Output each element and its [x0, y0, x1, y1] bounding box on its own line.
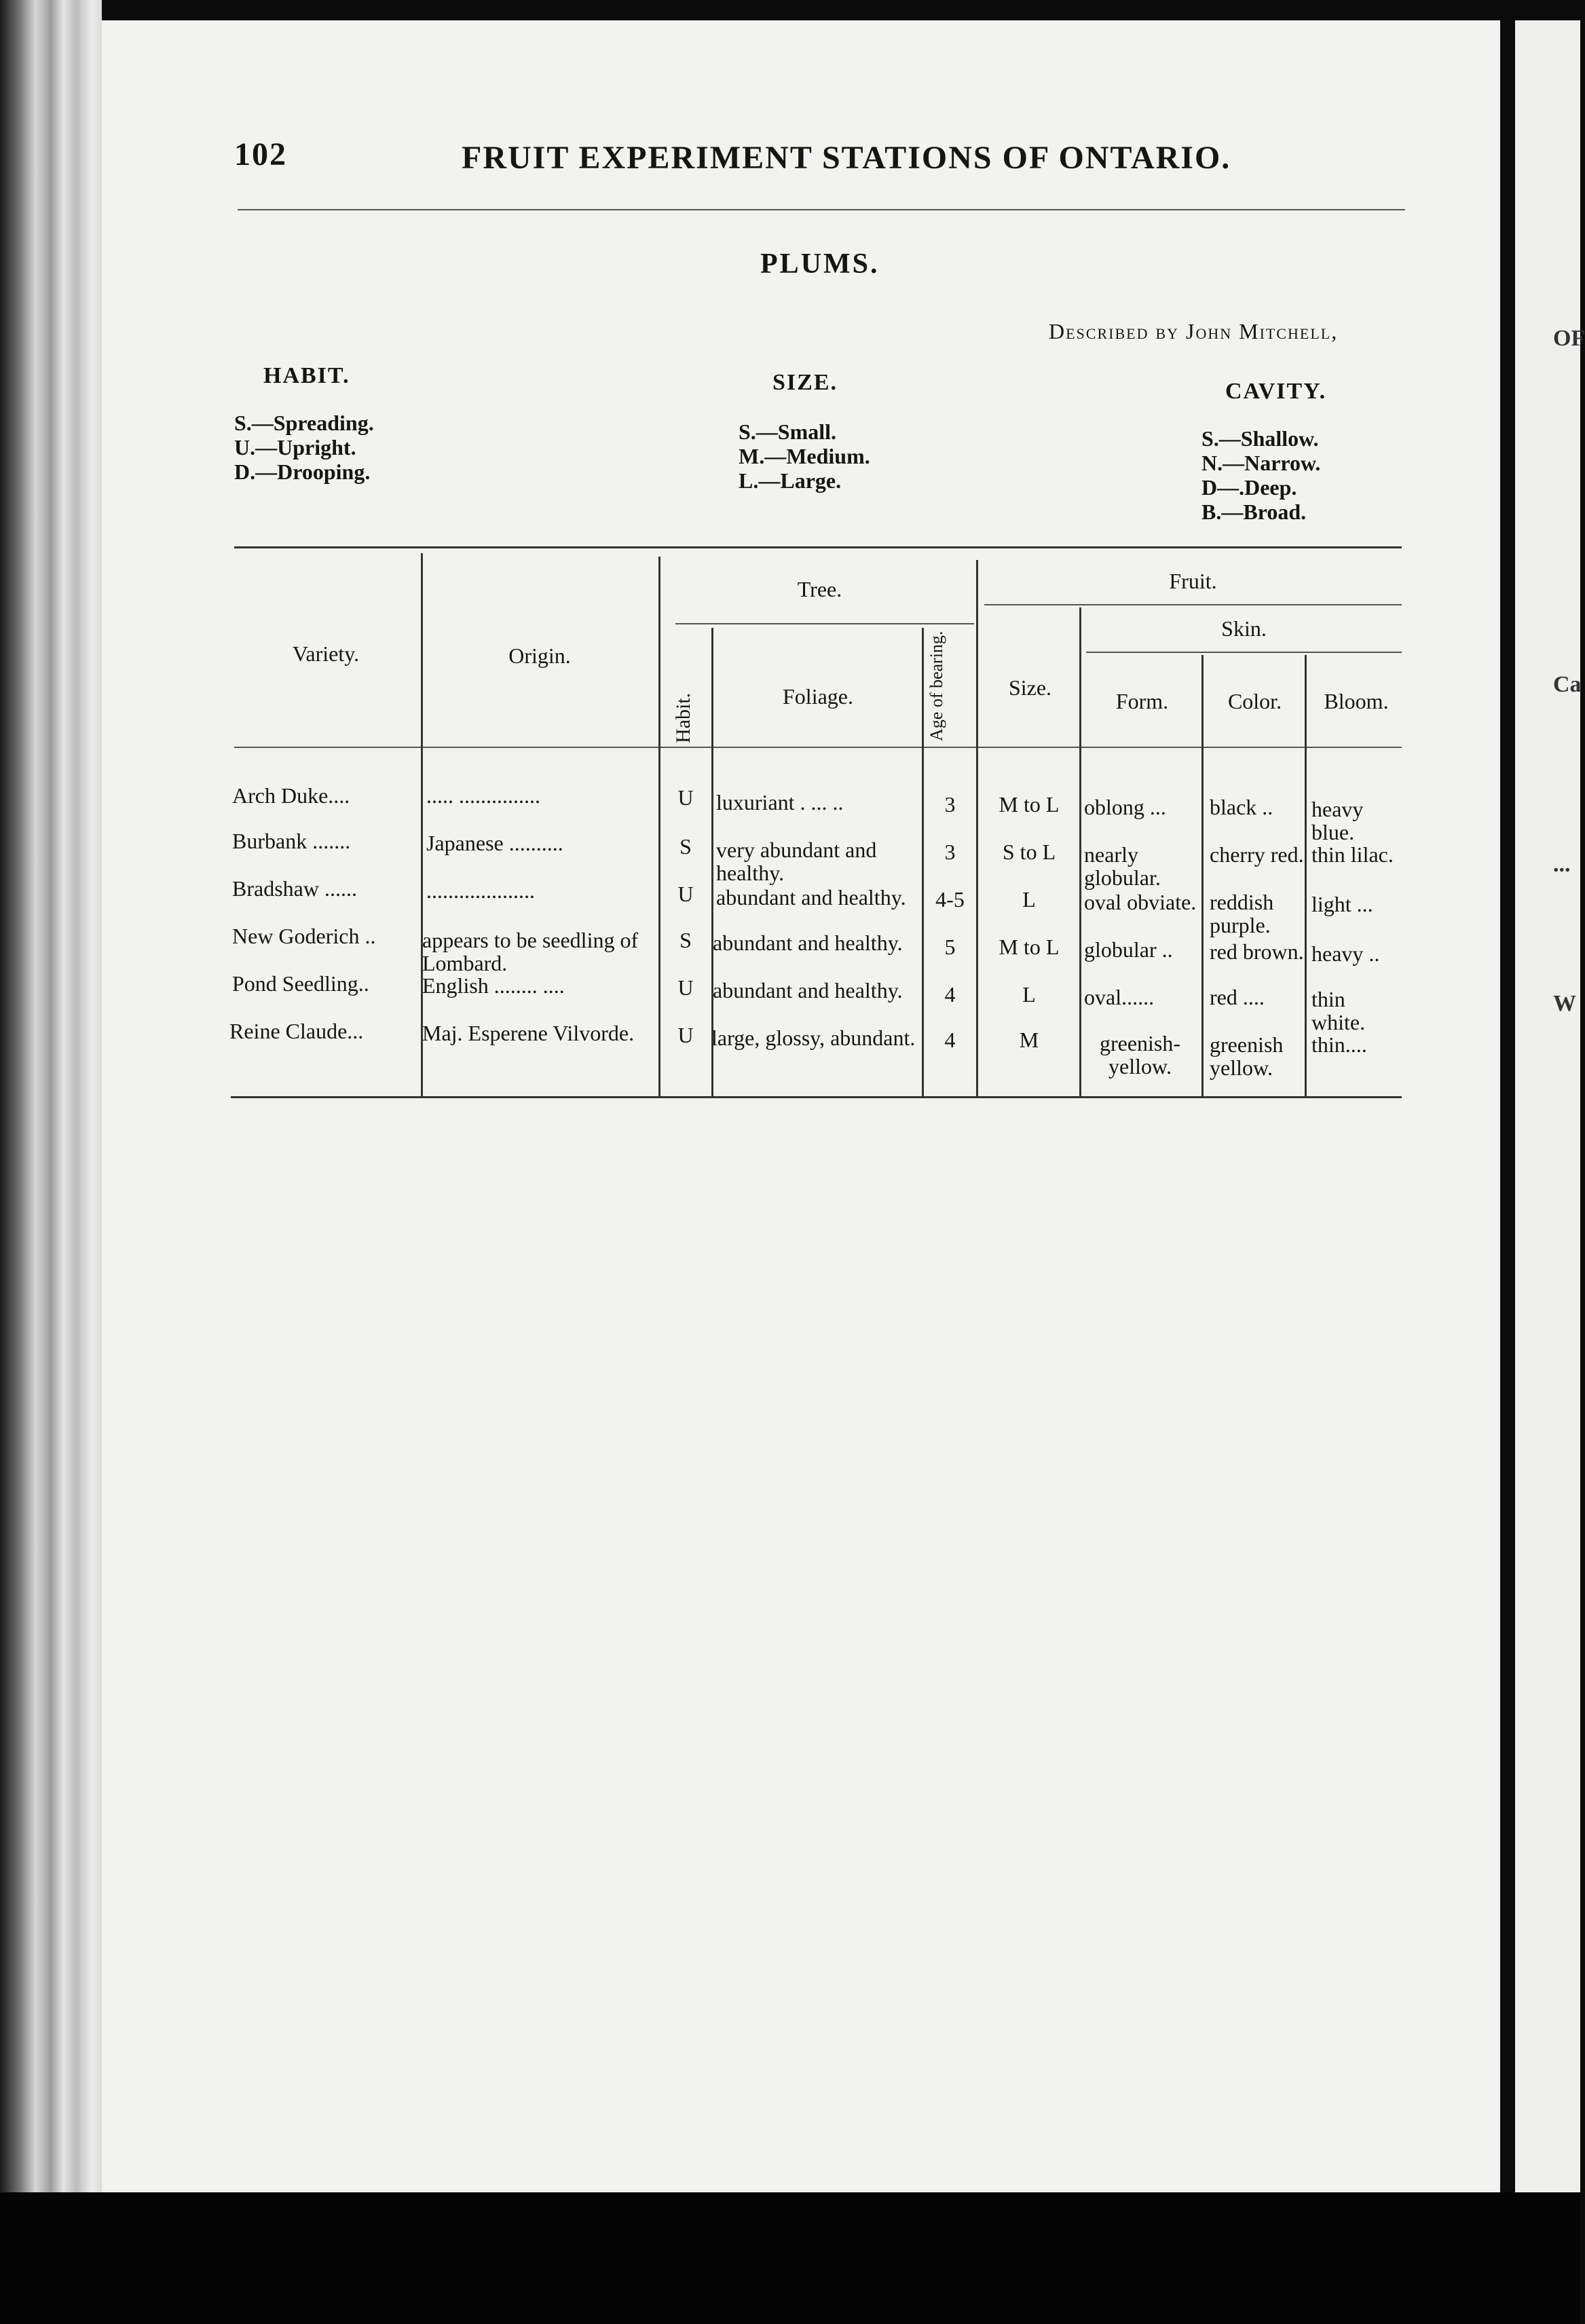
cell-form: nearly globular. — [1084, 842, 1161, 890]
cell-bloom: thin lilac. — [1311, 842, 1394, 867]
cavity-key-heading: CAVITY. — [1225, 379, 1327, 404]
next-page-edge — [1515, 20, 1585, 2226]
cell-bloom: light ... — [1311, 892, 1373, 916]
col-divider — [1201, 655, 1204, 1096]
header-age-of-bearing: Age of bearing. — [927, 631, 946, 741]
col-divider — [1079, 607, 1081, 1096]
header-fruit: Fruit. — [1169, 569, 1217, 593]
running-head: FRUIT EXPERIMENT STATIONS OF ONTARIO. — [462, 140, 1231, 176]
header-bottom-rule — [234, 747, 1402, 748]
byline: Described by John Mitchell, — [1049, 319, 1339, 343]
col-divider — [1305, 655, 1307, 1096]
cell-foliage: luxuriant . ... .. — [716, 790, 844, 814]
key-item: M.—Medium. — [739, 444, 870, 468]
header-origin: Origin. — [508, 643, 571, 668]
cell-foliage: very abundant and healthy. — [716, 838, 877, 885]
cell-size: L — [1022, 982, 1036, 1007]
header-form: Form. — [1115, 689, 1169, 713]
header-size: Size. — [1008, 675, 1052, 700]
header-bloom: Bloom. — [1324, 689, 1389, 713]
fruit-underline — [984, 604, 1402, 605]
cell-foliage: large, glossy, abundant. — [711, 1026, 916, 1050]
header-variety: Variety. — [292, 641, 360, 666]
key-item: D—.Deep. — [1201, 475, 1297, 500]
cell-habit: S — [679, 834, 692, 859]
size-key-heading: SIZE. — [772, 370, 838, 395]
cell-foliage: abundant and healthy. — [713, 978, 903, 1002]
cell-form: oval obviate. — [1084, 890, 1197, 914]
cell-size: M — [1019, 1028, 1039, 1052]
cell-color: black .. — [1210, 795, 1273, 819]
cell-color: reddish purple. — [1210, 890, 1274, 937]
table-bottom-rule — [231, 1096, 1402, 1098]
header-habit: Habit. — [672, 692, 694, 743]
cell-size: M to L — [999, 792, 1060, 817]
cell-age: 3 — [944, 792, 956, 817]
tree-underline — [675, 623, 974, 624]
col-divider — [976, 560, 978, 1096]
cell-size: L — [1022, 887, 1036, 912]
habit-key — [234, 411, 374, 484]
cell-origin: appears to be seedling of Lombard. — [422, 928, 639, 975]
key-item: S.—Shallow. — [1201, 426, 1319, 451]
next-page-fragment: Ca — [1553, 672, 1582, 697]
cell-variety: Burbank ....... — [232, 829, 351, 853]
col-divider — [658, 557, 660, 1096]
header-skin: Skin. — [1221, 616, 1267, 641]
cell-habit: S — [679, 928, 692, 952]
key-item: S.—Small. — [739, 419, 837, 444]
header-tree: Tree. — [797, 577, 842, 601]
cell-form: oblong ... — [1084, 795, 1166, 819]
cell-age: 3 — [944, 840, 956, 864]
cell-variety: Arch Duke.... — [232, 783, 350, 808]
cell-habit: U — [677, 882, 694, 906]
cell-variety: Pond Seedling.. — [232, 971, 369, 996]
key-item: D.—Drooping. — [234, 460, 371, 484]
cell-habit: U — [677, 1023, 694, 1047]
cell-variety: Bradshaw ...... — [232, 876, 357, 901]
cell-color: red .... — [1210, 985, 1265, 1009]
col-divider — [421, 553, 423, 1096]
cell-variety: New Goderich .. — [232, 924, 376, 948]
page — [102, 20, 1500, 2192]
size-key — [739, 419, 870, 493]
cell-origin: Japanese .......... — [426, 831, 563, 855]
cell-color: greenish yellow. — [1210, 1032, 1284, 1080]
cell-habit: U — [677, 975, 694, 1000]
cell-age: 4 — [944, 1028, 956, 1052]
cavity-key — [1201, 426, 1320, 524]
cell-variety: Reine Claude... — [229, 1019, 364, 1043]
scan-shadow — [0, 2192, 1580, 2324]
next-page-fragment: OF — [1553, 326, 1585, 351]
cell-age: 4-5 — [935, 887, 965, 912]
cell-origin: Maj. Esperene Vilvorde. — [422, 1021, 635, 1045]
cell-foliage: abundant and healthy. — [713, 931, 903, 955]
cell-color: cherry red. — [1210, 842, 1304, 867]
key-item: N.—Narrow. — [1201, 451, 1321, 475]
header-rule — [238, 209, 1405, 210]
cell-origin: ..... ............... — [426, 783, 540, 808]
next-page-fragment: ... — [1553, 852, 1571, 877]
cell-bloom: thin.... — [1311, 1032, 1367, 1057]
col-divider — [922, 628, 924, 1096]
cell-form: oval...... — [1084, 985, 1155, 1009]
next-page-fragment: W — [1553, 991, 1576, 1016]
header-foliage: Foliage. — [783, 684, 853, 709]
key-item: S.—Spreading. — [234, 411, 374, 435]
cell-origin: English ........ .... — [422, 973, 565, 998]
cell-form: globular .. — [1084, 937, 1173, 962]
cell-origin: .................... — [426, 878, 535, 903]
section-title: PLUMS. — [760, 248, 880, 280]
habit-key-heading: HABIT. — [263, 363, 350, 388]
cell-bloom: heavy .. — [1311, 941, 1380, 966]
cell-age: 4 — [944, 982, 956, 1007]
page-number: 102 — [234, 136, 287, 172]
cell-foliage: abundant and healthy. — [716, 885, 906, 910]
cell-form: greenish-yellow. — [1099, 1031, 1181, 1079]
cell-habit: U — [677, 785, 694, 810]
key-item: B.—Broad. — [1201, 500, 1307, 524]
cell-size: S to L — [1002, 840, 1056, 864]
book-edge — [0, 0, 102, 2324]
table-top-rule — [234, 546, 1402, 548]
cell-age: 5 — [944, 935, 956, 959]
skin-underline — [1086, 652, 1402, 653]
cell-bloom: heavy blue. — [1311, 797, 1364, 844]
header-color: Color. — [1227, 689, 1282, 713]
key-item: U.—Upright. — [234, 435, 356, 460]
cell-color: red brown. — [1210, 939, 1304, 964]
cell-bloom: thin white. — [1311, 987, 1366, 1034]
key-item: L.—Large. — [739, 468, 842, 493]
cell-size: M to L — [999, 935, 1060, 959]
